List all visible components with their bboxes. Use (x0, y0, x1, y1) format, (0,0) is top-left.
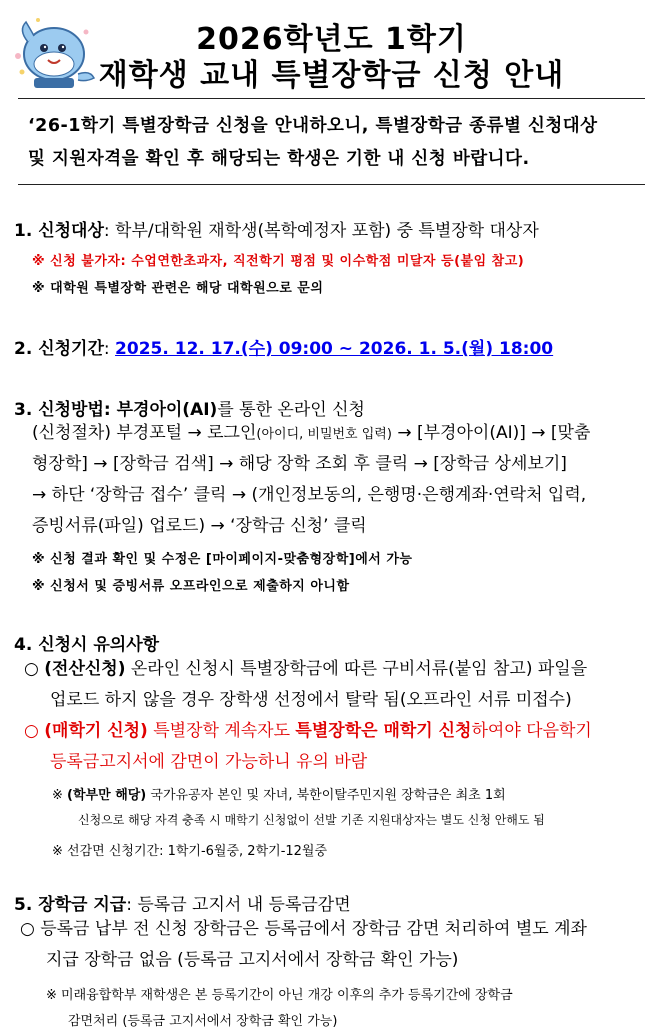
section-5 (14, 890, 351, 915)
procedure-line3: → 하단 ‘장학금 접수’ 클릭 → (개인정보동의, 은행명·은행계좌·연락처 입력, (32, 485, 587, 505)
procedure-line4: 증빙서류(파일) 업로드) → ‘장학금 신청’ 클릭 (32, 516, 367, 536)
section-4-bullet-online: ○ (전산신청) 온라인 신청시 특별장학금에 따른 구비서류(붙임 참고) 파일을 (24, 659, 588, 679)
divider-bottom (18, 184, 645, 185)
page-title-line1: 2026학년도 1학기 (196, 22, 467, 57)
section-4-bullet-every-semester: ○ (매학기 신청) 특별장학 계속자도 특별장학은 매학기 신청하여야 다음학기 (24, 721, 592, 741)
section-4-bullet-every-semester-line2: 등록금고지서에 감면이 가능하니 유의 바람 (50, 752, 368, 772)
bullet-circle-icon: ○ (20, 919, 35, 939)
section-5-bullet-line2: 지급 장학금 없음 (등록금 고지서에서 장학금 확인 가능) (46, 950, 459, 970)
bullet-circle-icon: ○ (24, 721, 39, 741)
procedure-line1: (신청절차) 부경포털 → 로그인(아이디, 비밀번호 입력) → [부경아이(AI)] → [맞춤 (32, 423, 591, 443)
section-4-note-undergrad-line2: 신청으로 해당 자격 충족 시 매학기 신청없이 선발 기존 지원대상자는 별도 신청 안해도 됨 (78, 813, 545, 827)
section-2: 2. 신청기간: 2025. 12. 17.(수) 09:00 ~ 2026. 1. 5.(월) 18:00 (14, 339, 554, 359)
page-title-line2: 재학생 교내 특별장학금 신청 안내 (98, 58, 565, 93)
section-4-heading: 4. 신청시 유의사항 (14, 635, 160, 655)
bullet-circle-icon: ○ (24, 659, 39, 679)
section-4-note-pre-reduction: ※ 선감면 신청기간: 1학기-6월중, 2학기-12월중 (52, 844, 328, 859)
section-3 (14, 395, 365, 420)
divider-top (18, 98, 645, 99)
intro-line1: ‘26-1학기 특별장학금 신청을 안내하오니, 특별장학금 종류별 신청대상 (28, 116, 598, 136)
section-4-note-undergrad: ※ (학부만 해당) 국가유공자 본인 및 자녀, 북한이탈주민지원 장학금은 최초 1회 (52, 788, 506, 803)
section-5-heading: 5. 장학금 지급 (14, 895, 127, 915)
section-5-bullet: ○ 등록금 납부 전 신청 장학금은 등록금에서 장학금 감면 처리하여 별도 계좌 (20, 919, 587, 939)
intro-line2: 및 지원자격을 확인 후 해당되는 학생은 기한 내 신청 바랍니다. (28, 149, 530, 169)
section-3-note-mypage: ※ 신청 결과 확인 및 수정은 [마이페이지-맞춤형장학]에서 가능 (32, 552, 413, 567)
section-2-heading: 2. 신청기간 (14, 339, 104, 359)
section-5-heading-rest: : 등록금 고지서 내 등록금감면 (126, 895, 351, 915)
application-period: 2025. 12. 17.(수) 09:00 ~ 2026. 1. 5.(월) 18:00 (115, 339, 554, 359)
section-3-note-offline: ※ 신청서 및 증빙서류 오프라인으로 제출하지 아니함 (32, 579, 350, 594)
section-1-note-graduate: ※ 대학원 특별장학 관련은 해당 대학원으로 문의 (32, 281, 324, 296)
section-5-note-future-convergence: ※ 미래융합학부 재학생은 본 등록기간이 아닌 개강 이후의 추가 등록기간에 장학금 (46, 988, 513, 1003)
section-1-heading: 1. 신청대상 (14, 221, 104, 241)
procedure-line2: 형장학] → [장학금 검색] → 해당 장학 조회 후 클릭 → [장학금 상세보기] (32, 454, 567, 474)
section-5-note-line2: 감면처리 (등록금 고지서에서 장학금 확인 가능) (68, 1014, 338, 1029)
section-1 (14, 216, 539, 241)
intro-paragraph (28, 110, 638, 176)
section-3-heading: 3. 신청방법: 부경아이(AI) (14, 400, 218, 420)
section-1-text: : 학부/대학원 재학생(복학예정자 포함) 중 특별장학 대상자 (103, 221, 539, 241)
section-1-note-ineligible: ※ 신청 불가자: 수업연한초과자, 직전학기 평점 및 이수학점 미달자 등(붙임 참고) (32, 254, 525, 269)
note-mark-icon: ※ (52, 788, 63, 803)
section-3-heading-rest: 를 통한 온라인 신청 (217, 400, 365, 420)
section-4-bullet-online-line2: 업로드 하지 않을 경우 장학생 선정에서 탈락 됨(오프라인 서류 미접수) (50, 690, 572, 710)
